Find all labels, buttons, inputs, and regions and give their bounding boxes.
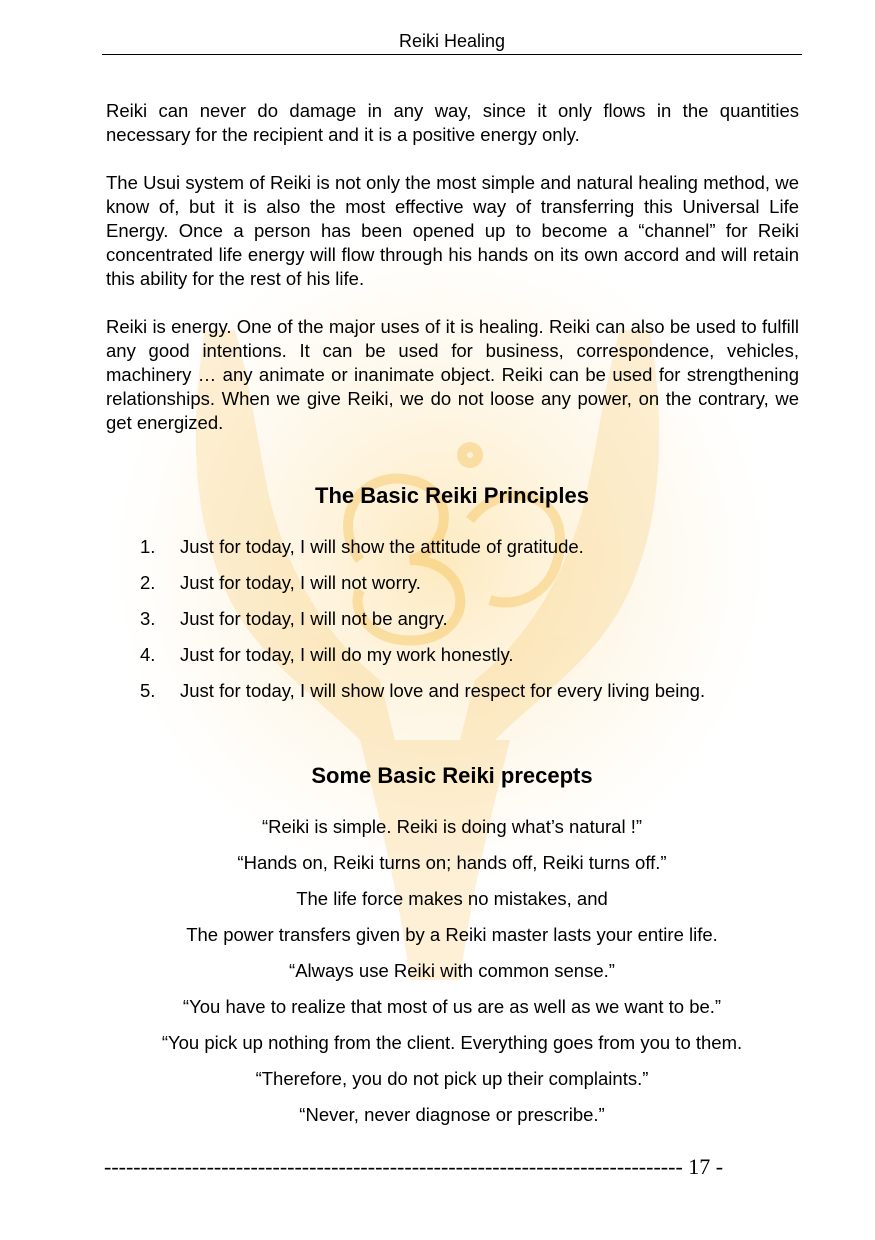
precept-line: “You pick up nothing from the client. Everything goes from you to them. [161, 1032, 743, 1053]
list-number: 2. [140, 572, 156, 593]
list-item [140, 606, 800, 642]
running-header: Reiki Healing [102, 30, 802, 55]
precept-line: “Hands on, Reiki turns on; hands off, Reiki turns off.” [237, 852, 667, 873]
precepts-list [102, 814, 802, 1138]
list-item [140, 534, 800, 570]
list-number: 4. [140, 644, 156, 665]
body-paragraph: Reiki can never do damage in any way, since it only flows in the quantities necessary for the recipient and it is a positive energy only. [106, 100, 799, 145]
list-item-text: Just for today, I will do my work honestly. [180, 644, 514, 665]
list-item [140, 678, 800, 714]
list-item-text: Just for today, I will not worry. [180, 572, 421, 593]
precept-line: “Always use Reiki with common sense.” [289, 960, 615, 981]
precept-line: “Never, never diagnose or prescribe.” [299, 1104, 605, 1125]
page-footer [104, 1152, 804, 1182]
precept-line: “Reiki is simple. Reiki is doing what’s natural !” [261, 816, 643, 837]
precept-line: “You have to realize that most of us are as well as we want to be.” [182, 996, 722, 1017]
list-item-text: Just for today, I will show love and respect for every living being. [180, 680, 706, 701]
list-number: 1. [140, 536, 156, 557]
footer-dash-rule: ------------------------------------------------------------------------------- [104, 1154, 683, 1179]
precept-line: The power transfers given by a Reiki master lasts your entire life. [186, 924, 718, 945]
list-item-text: Just for today, I will show the attitude of gratitude. [180, 536, 584, 557]
precept-line: “Therefore, you do not pick up their complaints.” [255, 1068, 649, 1089]
section-heading-precepts: Some Basic Reiki precepts [311, 763, 593, 788]
list-item [140, 570, 800, 606]
section-heading-principles: The Basic Reiki Principles [315, 483, 589, 508]
list-number: 5. [140, 680, 156, 701]
body-paragraph: The Usui system of Reiki is not only the most simple and natural healing method, we know of, but it is also the most effective way of transferring this Universal Life Energy. Once a person has been opened up to become a “channel” for Reiki concentrated life energy will flow through his hands on its own accord and will retain this ability for the rest of his life. [106, 172, 799, 289]
list-number: 3. [140, 608, 156, 629]
list-item-text: Just for today, I will not be angry. [180, 608, 448, 629]
page-number: 17 - [688, 1154, 724, 1179]
list-item [140, 642, 800, 678]
body-paragraph: Reiki is energy. One of the major uses of it is healing. Reiki can also be used to fulfill any good intentions. It can be used for business, correspondence, vehicles, machinery … any animate or inanimate object. Reiki can be used for strengthening relationships. When we give Reiki, we do not loose any power, on the contrary, we get energized. [106, 316, 799, 433]
precept-line: The life force makes no mistakes, and [296, 888, 608, 909]
principles-list [140, 534, 800, 714]
